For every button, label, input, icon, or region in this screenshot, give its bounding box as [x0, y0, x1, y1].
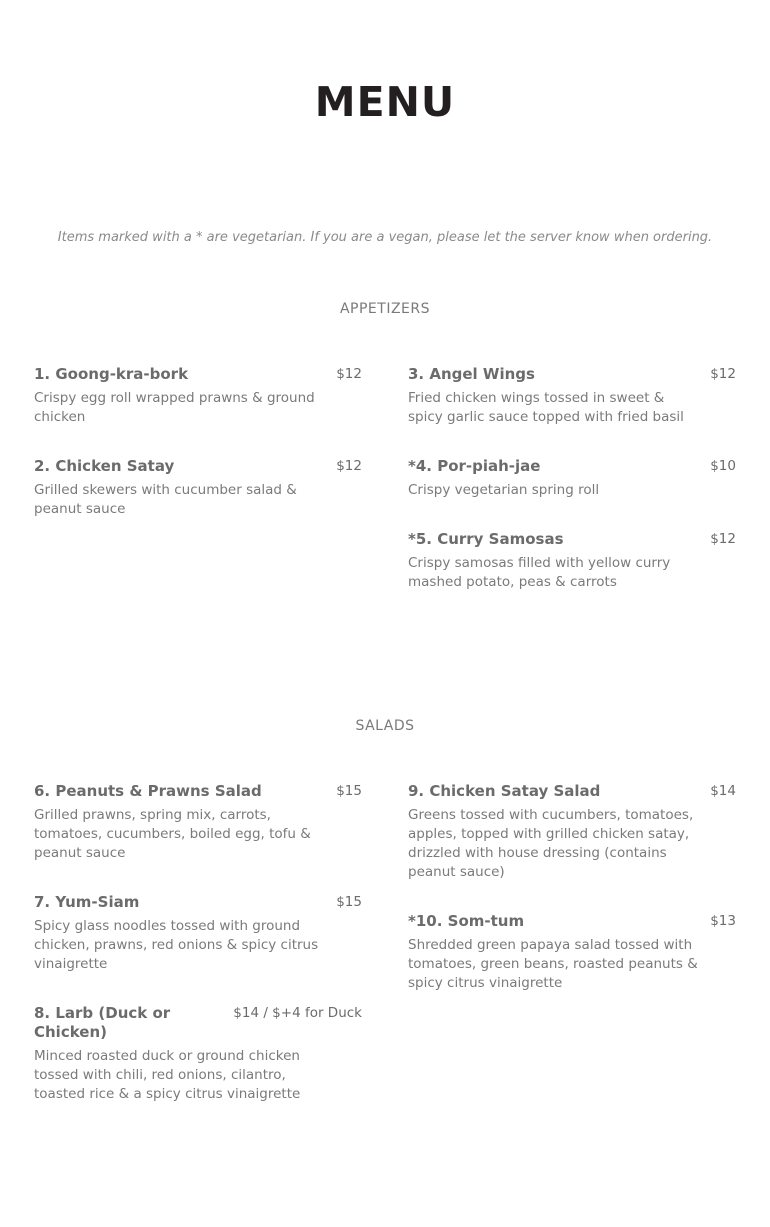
item-price: $14 / $+4 for Duck [233, 1005, 362, 1021]
item-description: Crispy vegetarian spring roll [408, 482, 600, 498]
menu-item [34, 457, 362, 519]
menu-item [408, 912, 736, 993]
item-description: Grilled prawns, spring mix, carrots, tomatoes, cucumbers, boiled egg, tofu & peanut sauce [34, 807, 311, 861]
item-price: $15 [336, 783, 362, 799]
item-description: Fried chicken wings tossed in sweet & spicy garlic sauce topped with fried basil [408, 390, 684, 425]
item-name: 1. Goong-kra-bork [34, 365, 189, 383]
item-name: *4. Por-piah-jae [408, 457, 541, 475]
item-price: $12 [336, 366, 362, 382]
item-name: 3. Angel Wings [408, 365, 535, 383]
vegetarian-note: Items marked with a * are vegetarian. If you are a vegan, please let the server know when ordering. [57, 230, 713, 245]
item-name: 7. Yum-Siam [34, 893, 140, 911]
item-description: Greens tossed with cucumbers, tomatoes, apples, topped with grilled chicken satay, drizzled with house dressing (contains peanut sauce) [408, 807, 694, 880]
item-name: 6. Peanuts & Prawns Salad [34, 782, 262, 800]
page-title: MENU [314, 78, 456, 126]
item-name: *5. Curry Samosas [408, 530, 564, 548]
item-name: *10. Som-tum [408, 912, 525, 930]
item-price: $15 [336, 894, 362, 910]
section-title-salads: SALADS [355, 718, 415, 734]
item-description: Grilled skewers with cucumber salad & peanut sauce [34, 482, 297, 517]
appetizers-left-column [34, 365, 362, 519]
item-price: $14 [710, 783, 736, 799]
item-name: 8. Larb (Duck or Chicken) [34, 1004, 171, 1041]
item-price: $10 [710, 458, 736, 474]
menu-item [408, 530, 736, 592]
item-name: 9. Chicken Satay Salad [408, 782, 601, 800]
item-description: Minced roasted duck or ground chicken tossed with chili, red onions, cilantro, toasted rice & a spicy citrus vinaigrette [34, 1048, 301, 1102]
item-price: $12 [336, 458, 362, 474]
item-price: $12 [710, 366, 736, 382]
item-description: Shredded green papaya salad tossed with tomatoes, green beans, roasted peanuts & spicy citrus vinaigrette [408, 937, 698, 991]
item-description: Crispy samosas filled with yellow curry mashed potato, peas & carrots [408, 555, 671, 590]
item-name: 2. Chicken Satay [34, 457, 175, 475]
menu-item [408, 782, 736, 882]
menu-item [34, 893, 362, 974]
appetizers-right-column [408, 365, 736, 592]
salads-right-column [408, 782, 736, 993]
menu-item [34, 782, 362, 863]
item-description: Spicy glass noodles tossed with ground chicken, prawns, red onions & spicy citrus vinaigrette [34, 918, 319, 972]
menu-item [34, 1004, 362, 1104]
item-description: Crispy egg roll wrapped prawns & ground chicken [34, 390, 315, 425]
menu-item [34, 365, 362, 427]
item-price: $13 [710, 913, 736, 929]
section-title-appetizers: APPETIZERS [339, 301, 431, 317]
menu-item [408, 365, 736, 427]
menu-item [408, 457, 736, 500]
salads-left-column [34, 782, 362, 1104]
item-price: $12 [710, 531, 736, 547]
